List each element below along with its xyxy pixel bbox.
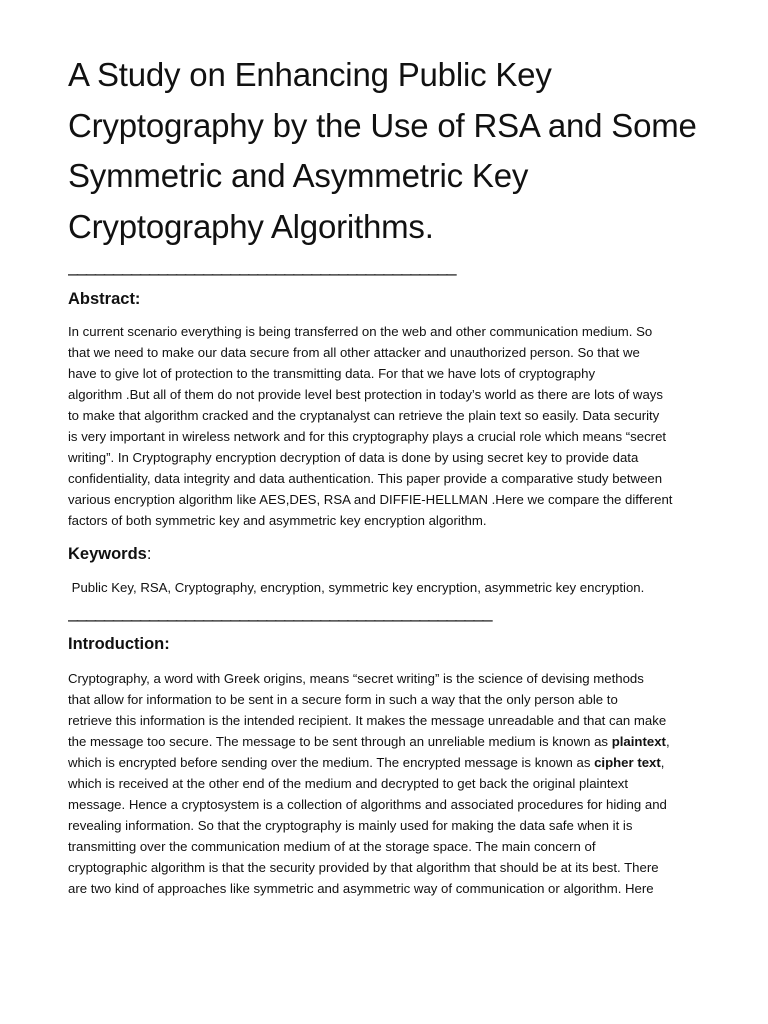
keywords-heading-label: Keywords: [68, 545, 147, 563]
title-line: Cryptography by the Use of RSA and Some: [68, 106, 697, 144]
abstract-line: have to give lot of protection to the transmitting data. For that we have lots of cryptography: [68, 366, 596, 381]
intro-line: [68, 836, 730, 857]
intro-text: which is encrypted before sending over the medium. The encrypted message is known as: [68, 755, 595, 770]
abstract-line: to make that algorithm cracked and the cryptanalyst can retrieve the plain text so easily. Data security: [68, 408, 660, 423]
intro-text: revealing information. So that the cryptography is mainly used for making the data safe when it is: [68, 818, 633, 833]
abstract-line: is very important in wireless network and for this cryptography plays a crucial role which means “secret: [68, 429, 667, 444]
abstract-line: various encryption algorithm like AES,DES, RSA and DIFFIE-HELLMAN .Here we compare the different: [68, 492, 673, 507]
intro-text: retrieve this information is the intended recipient. It makes the message unreadable and that can make: [68, 713, 667, 728]
intro-line: [68, 878, 730, 899]
introduction-paragraph: [68, 668, 730, 899]
abstract-heading: Abstract:: [68, 290, 141, 308]
keywords-line: Public Key, RSA, Cryptography, encryption, symmetric key encryption, asymmetric key encryption.: [68, 580, 645, 595]
intro-line: [68, 752, 730, 773]
intro-text: message. Hence a cryptosystem is a collection of algorithms and associated procedures for hiding and: [68, 797, 667, 812]
intro-text: are two kind of approaches like symmetric and asymmetric way of communication or algorithm. Here: [68, 881, 654, 896]
intro-line: [68, 857, 730, 878]
keywords-heading-colon: :: [146, 545, 152, 563]
title-line: Cryptography Algorithms.: [68, 207, 434, 245]
intro-line: [68, 773, 730, 794]
term-cipher-text: cipher text: [594, 755, 661, 770]
intro-line: [68, 710, 730, 731]
keywords-heading: [68, 543, 730, 565]
abstract-line: In current scenario everything is being transferred on the web and other communication medium. So: [68, 324, 653, 339]
intro-text: Cryptography, a word with Greek origins, means “secret writing” is the science of devising methods: [68, 671, 644, 686]
intro-line: [68, 689, 730, 710]
abstract-line: confidentiality, data integrity and data authentication. This paper provide a comparative study between: [68, 471, 663, 486]
intro-text: that allow for information to be sent in a secure form in such a way that the only person able to: [68, 692, 618, 707]
abstract-line: that we need to make our data secure from all other attacker and unauthorized person. So that we: [68, 345, 640, 360]
intro-line: [68, 668, 730, 689]
title-line: Symmetric and Asymmetric Key: [68, 157, 529, 194]
document-title: [68, 50, 730, 252]
term-plaintext: plaintext: [611, 734, 666, 749]
introduction-heading: Introduction:: [68, 635, 170, 653]
intro-line: [68, 794, 730, 815]
intro-text: ,: [665, 734, 670, 749]
abstract-paragraph: [68, 321, 730, 531]
intro-text: cryptographic algorithm is that the security provided by that algorithm that should be at its best. There: [68, 860, 659, 875]
title-line: A Study on Enhancing Public Key: [68, 56, 552, 93]
intro-text: ,: [660, 755, 665, 770]
intro-line: [68, 731, 730, 752]
abstract-line: algorithm .But all of them do not provide level best protection in today’s world as there are lots of ways: [68, 387, 663, 402]
separator-rule: _______________________________________________: [68, 602, 492, 622]
keywords-text: [68, 577, 730, 598]
intro-line: [68, 815, 730, 836]
document-page: [68, 50, 730, 899]
separator-rule: ___________________________________________: [68, 256, 456, 276]
abstract-line: factors of both symmetric key and asymmetric key encryption algorithm.: [68, 513, 487, 528]
intro-text: transmitting over the communication medium of at the storage space. The main concern of: [68, 839, 596, 854]
abstract-line: writing”. In Cryptography encryption decryption of data is done by using secret key to provide data: [68, 450, 639, 465]
intro-text: the message too secure. The message to be sent through an unreliable medium is known as: [68, 734, 612, 749]
intro-text: which is received at the other end of the medium and decrypted to get back the original plaintext: [68, 776, 629, 791]
